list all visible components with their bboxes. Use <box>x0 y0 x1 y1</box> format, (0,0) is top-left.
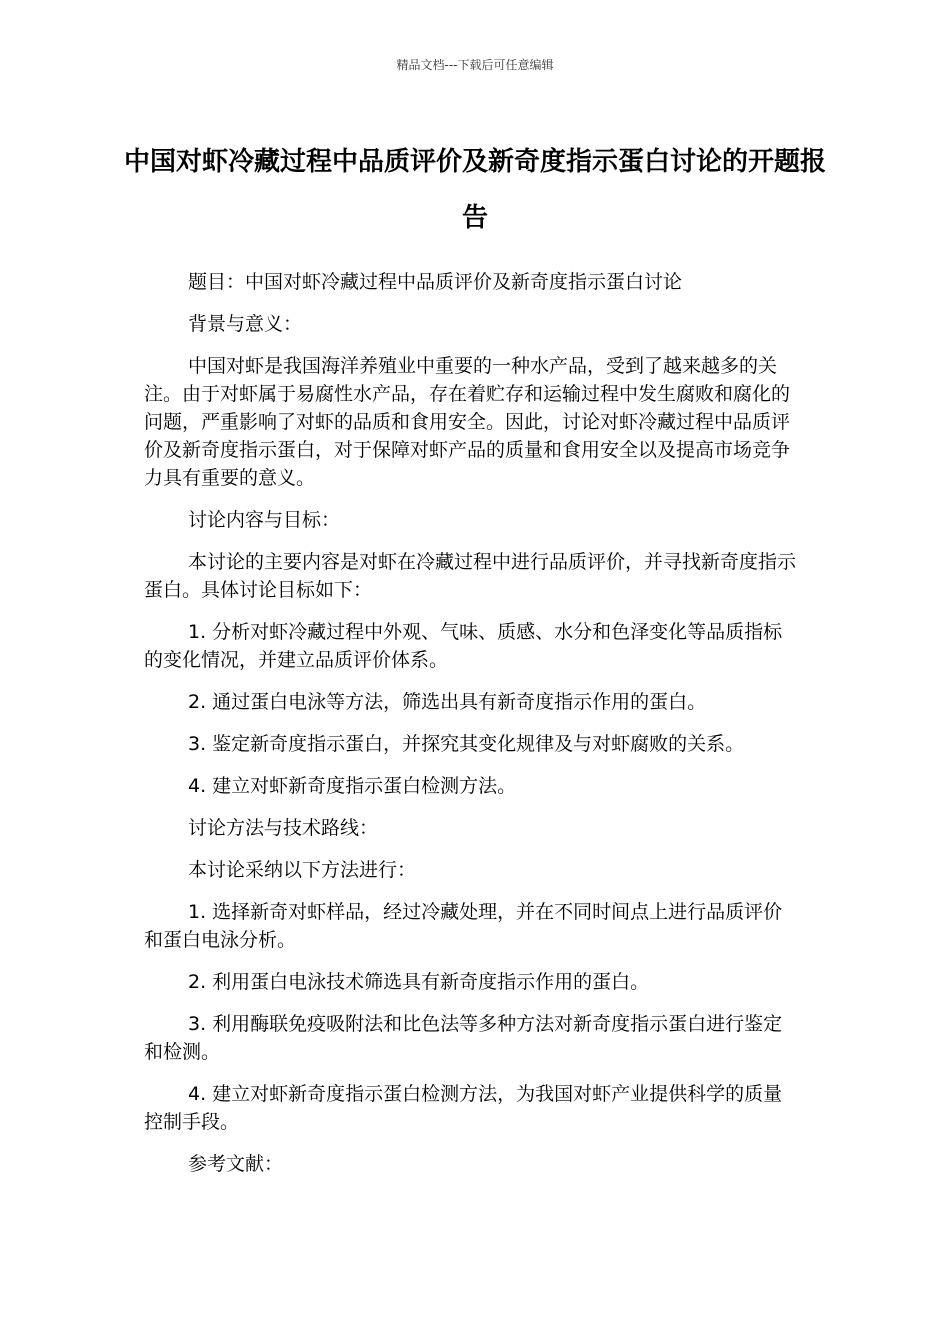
heading-content-goals: 讨论内容与目标： <box>188 509 341 531</box>
goal-item-1: 1. 分析对虾冷藏过程中外观、气味、质感、水分和色泽变化等品质指标的变化情况，并建立品质评价体系。 <box>144 621 783 671</box>
paragraph-background: 中国对虾是我国海洋养殖业中重要的一种水产品，受到了越来越多的关注。由于对虾属于易腐性水产品，存在着贮存和运输过程中发生腐败和腐化的问题，严重影响了对虾的品质和食用安全。因此，讨论对虾冷藏过程中品质评价及新奇度指示蛋白，对于保障对虾产品的质量和食用安全以及提高市场竞争力具有重要的意义。 <box>144 355 791 489</box>
goal-item-3: 3. 鉴定新奇度指示蛋白，并探究其变化规律及与对虾腐败的关系。 <box>188 733 745 755</box>
goal-item-4: 4. 建立对虾新奇度指示蛋白检测方法。 <box>188 775 517 797</box>
document-title: 中国对虾冷藏过程中品质评价及新奇度指示蛋白讨论的开题报告 <box>123 147 826 233</box>
heading-references: 参考文献： <box>188 1153 284 1175</box>
paragraph-methods-intro: 本讨论采纳以下方法进行： <box>188 859 417 881</box>
method-item-3: 3. 利用酶联免疫吸附法和比色法等多种方法对新奇度指示蛋白进行鉴定和检测。 <box>144 1013 783 1063</box>
method-item-1: 1. 选择新奇对虾样品，经过冷藏处理，并在不同时间点上进行品质评价和蛋白电泳分析。 <box>144 901 783 951</box>
paragraph-topic: 题目：中国对虾冷藏过程中品质评价及新奇度指示蛋白讨论 <box>188 271 683 293</box>
heading-methods: 讨论方法与技术路线： <box>188 817 379 839</box>
heading-background: 背景与意义： <box>188 313 303 335</box>
method-item-4: 4. 建立对虾新奇度指示蛋白检测方法，为我国对虾产业提供科学的质量控制手段。 <box>144 1083 783 1133</box>
method-item-2: 2. 利用蛋白电泳技术筛选具有新奇度指示作用的蛋白。 <box>188 971 650 993</box>
document-body <box>144 268 800 1192</box>
goal-item-2: 2. 通过蛋白电泳等方法，筛选出具有新奇度指示作用的蛋白。 <box>188 691 707 713</box>
paragraph-content-intro: 本讨论的主要内容是对虾在冷藏过程中进行品质评价，并寻找新奇度指示蛋白。具体讨论目标如下： <box>144 551 797 601</box>
page-header: 精品文档---下载后可任意编辑 <box>396 58 554 72</box>
